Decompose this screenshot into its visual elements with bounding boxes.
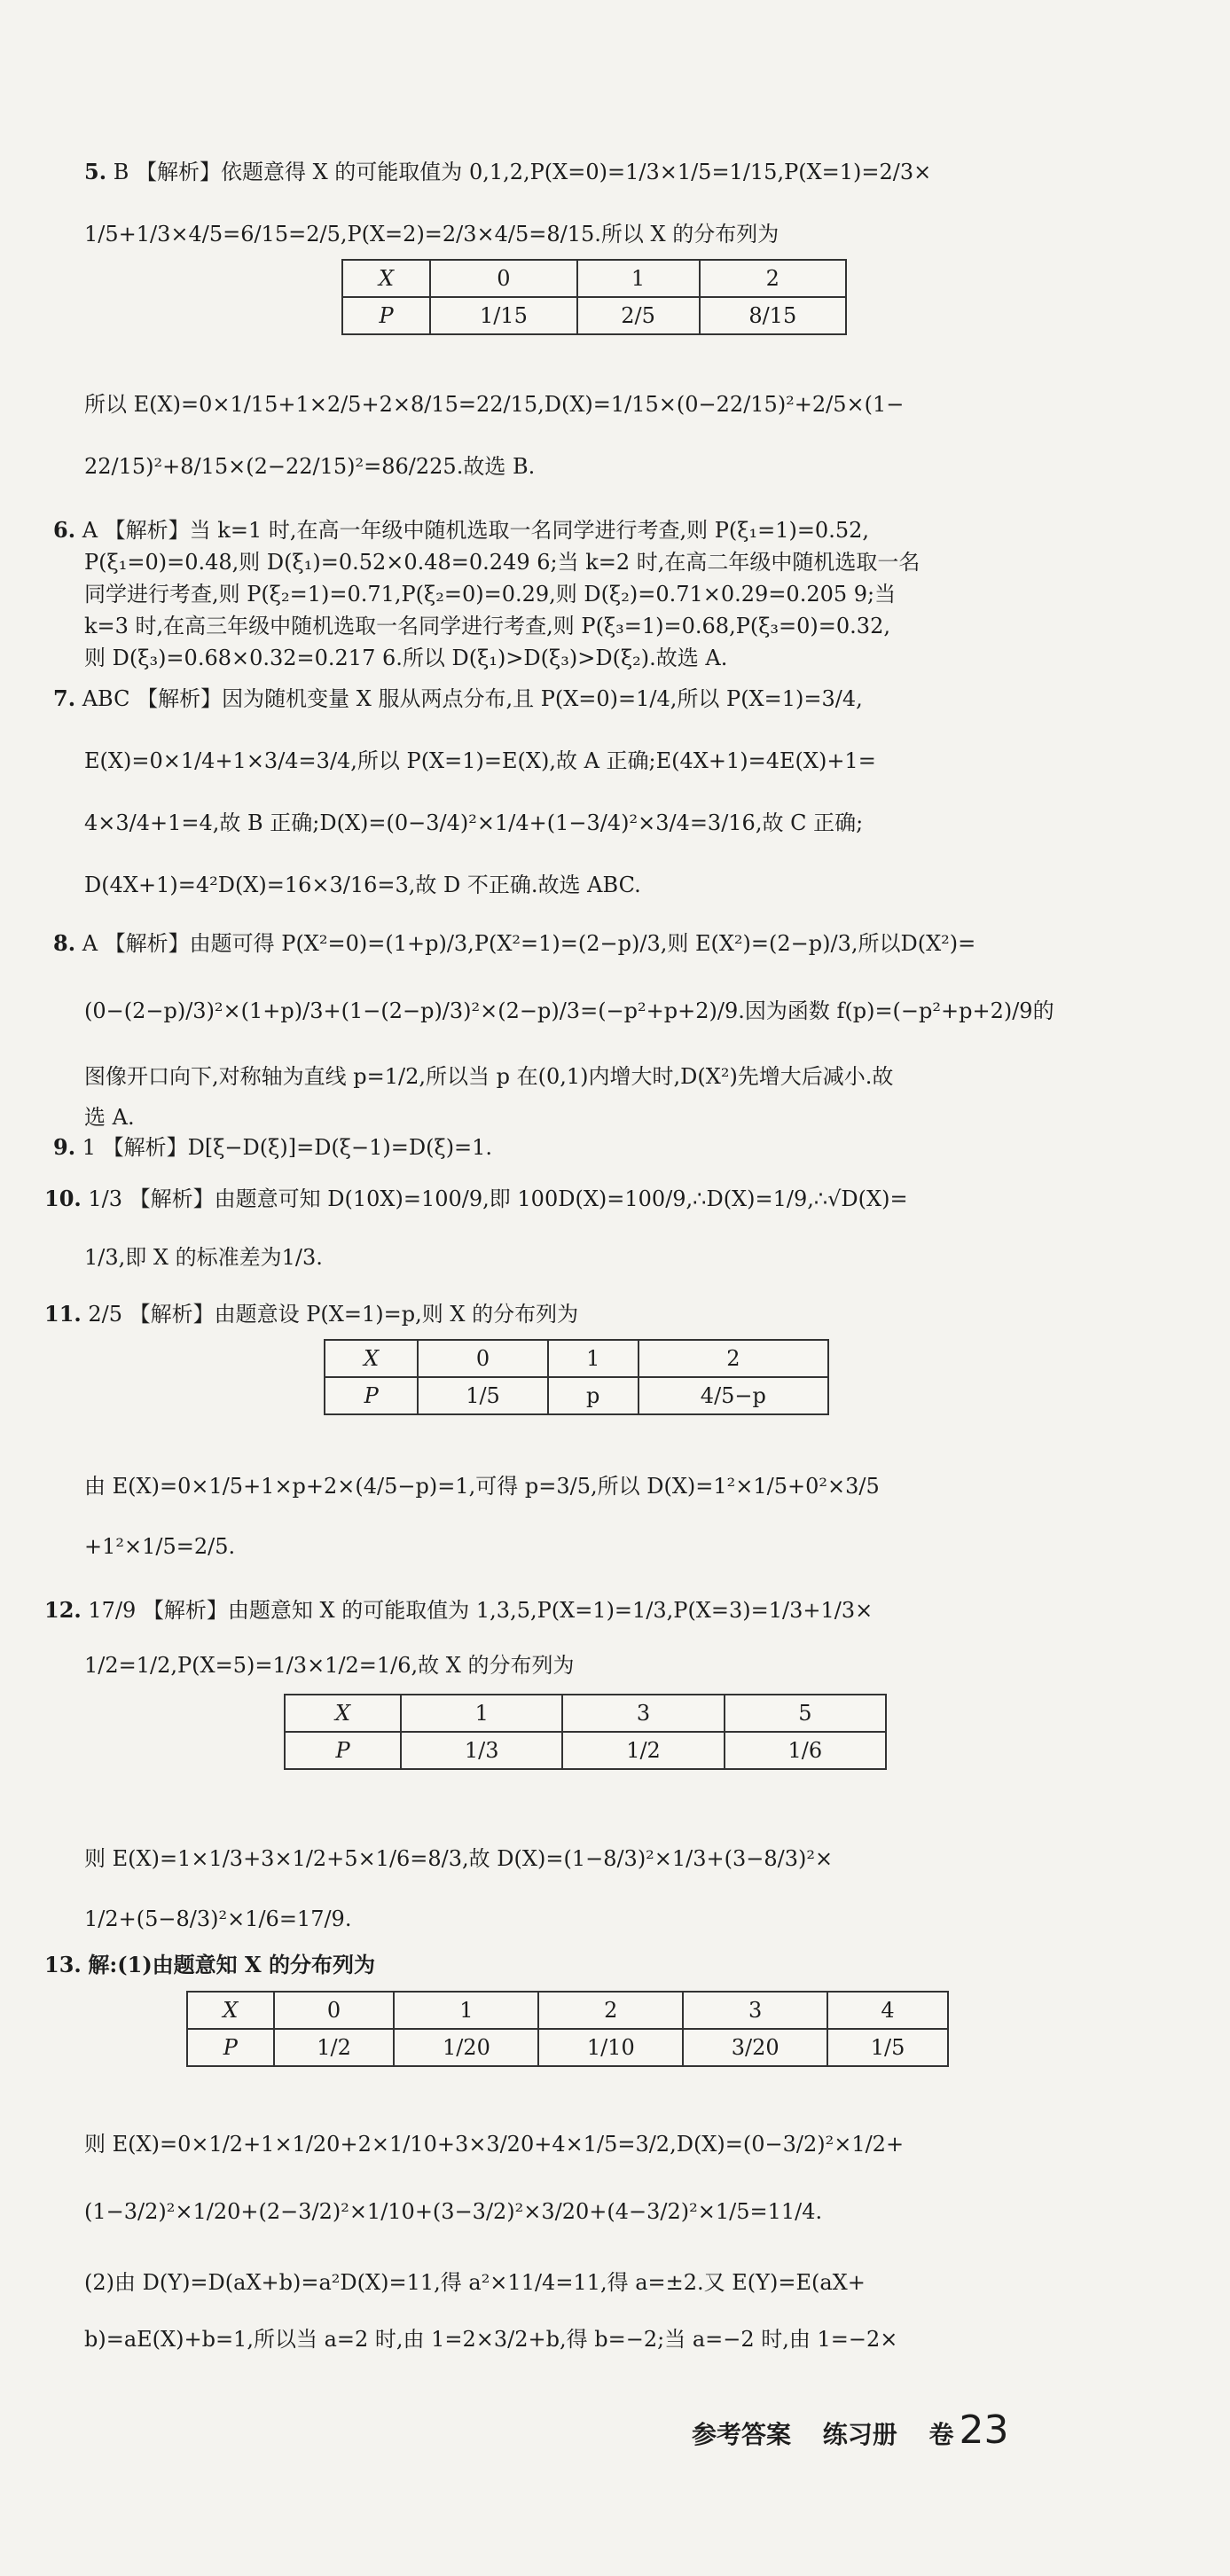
p12-line-1: 12. 17/9 【解析】由题意知 X 的可能取值为 1,3,5,P(X=1)=1/3,P(X=3)=1/3+1/3× [44,1597,874,1623]
p10-line-1: 10. 1/3 【解析】由题意可知 D(10X)=100/9,即 100D(X)=100/9,∴D(X)=1/9,∴√D(X)= [44,1186,908,1211]
p11-line-1: 11. 2/5 【解析】由题意设 P(X=1)=p,则 X 的分布列为 [44,1301,579,1327]
p13-line-3: (1−3/2)²×1/20+(2−3/2)²×1/10+(3−3/2)²×3/20+(4−3/2)²×1/5=11/4. [84,2199,823,2224]
page-footer [692,2408,1032,2453]
p5-line-3: 所以 E(X)=0×1/15+1×2/5+2×8/15=22/15,D(X)=1/15×(0−22/15)²+2/5×(1− [84,392,905,417]
p12-line-3: 则 E(X)=1×1/3+3×1/2+5×1/6=8/3,故 D(X)=(1−8/3)²×1/3+(3−8/3)²× [84,1846,834,1871]
p11-distribution-table: X 0 1 2 P 1/5 p 4/5−p [324,1339,829,1415]
p13-line-2: 则 E(X)=0×1/2+1×1/20+2×1/10+3×3/20+4×1/5=3/2,D(X)=(0−3/2)²×1/2+ [84,2132,905,2157]
p9-line-1: 9. 1 【解析】D[ξ−D(ξ)]=D(ξ−1)=D(ξ)=1. [53,1134,493,1160]
p7-line-4: D(4X+1)=4²D(X)=16×3/16=3,故 D 不正确.故选 ABC. [84,873,641,897]
p6-line-5: 则 D(ξ₃)=0.68×0.32=0.217 6.所以 D(ξ₁)>D(ξ₃)>D(ξ₂).故选 A. [84,646,728,670]
p7-line-3: 4×3/4+1=4,故 B 正确;D(X)=(0−3/4)²×1/4+(1−3/4)²×3/4=3/16,故 C 正确; [84,810,864,835]
p13-line-5: b)=aE(X)+b=1,所以当 a=2 时,由 1=2×3/2+b,得 b=−2;当 a=−2 时,由 1=−2× [84,2327,898,2352]
p13-distribution-table: X 0 1 2 3 4 P 1/2 1/20 1/10 3/20 1/5 [186,1991,949,2067]
footer-answer-label: 参考答案 [692,2420,792,2449]
p11-line-3: +1²×1/5=2/5. [84,1534,236,1559]
p6-line-2: P(ξ₁=0)=0.48,则 D(ξ₁)=0.52×0.48=0.249 6;当 k=2 时,在高二年级中随机选取一名 [84,550,921,575]
p6-line-3: 同学进行考查,则 P(ξ₂=1)=0.71,P(ξ₂=0)=0.29,则 D(ξ₂)=0.71×0.29=0.205 9;当 [84,582,897,607]
p5-line-1: 5. B 【解析】依题意得 X 的可能取值为 0,1,2,P(X=0)=1/3×1/5=1/15,P(X=1)=2/3× [84,159,932,184]
p7-line-2: E(X)=0×1/4+1×3/4=3/4,所以 P(X=1)=E(X),故 A 正确;E(4X+1)=4E(X)+1= [84,748,876,773]
p8-line-1: 8. A 【解析】由题可得 P(X²=0)=(1+p)/3,P(X²=1)=(2−p)/3,则 E(X²)=(2−p)/3,所以D(X²)= [53,930,976,956]
p12-line-2: 1/2=1/2,P(X=5)=1/3×1/2=1/6,故 X 的分布列为 [84,1653,575,1678]
p6-line-4: k=3 时,在高三年级中随机选取一名同学进行考查,则 P(ξ₃=1)=0.68,P(ξ₃=0)=0.32, [84,614,890,638]
p11-line-2: 由 E(X)=0×1/5+1×p+2×(4/5−p)=1,可得 p=3/5,所以 D(X)=1²×1/5+0²×3/5 [84,1474,880,1499]
p8-line-3: 图像开口向下,对称轴为直线 p=1/2,所以当 p 在(0,1)内增大时,D(X²)先增大后减小.故 [84,1064,894,1089]
p5-distribution-table: X 0 1 2 P 1/15 2/5 8/15 [341,259,847,335]
p5-line-2: 1/5+1/3×4/5=6/15=2/5,P(X=2)=2/3×4/5=8/15.所以 X 的分布列为 [84,222,780,247]
p8-line-2: (0−(2−p)/3)²×(1+p)/3+(1−(2−p)/3)²×(2−p)/3=(−p²+p+2)/9.因为函数 f(p)=(−p²+p+2)/9的 [84,998,1054,1023]
p13-line-1: 13. 解:(1)由题意知 X 的分布列为 [44,1952,376,1977]
p13-line-4: (2)由 D(Y)=D(aX+b)=a²D(X)=11,得 a²×11/4=11,得 a=±2.又 E(Y)=E(aX+ [84,2270,866,2295]
p7-line-1: 7. ABC 【解析】因为随机变量 X 服从两点分布,且 P(X=0)=1/4,所以 P(X=1)=3/4, [53,685,863,711]
p12-distribution-table: X 1 3 5 P 1/3 1/2 1/6 [284,1694,887,1770]
p8-line-4: 选 A. [84,1105,135,1130]
footer-book-label: 练习册 [822,2420,897,2449]
p10-line-2: 1/3,即 X 的标准差为1/3. [84,1245,323,1270]
p5-line-4: 22/15)²+8/15×(2−22/15)²=86/225.故选 B. [84,454,536,479]
footer-juan-label: 卷 [928,2420,954,2449]
p12-line-4: 1/2+(5−8/3)²×1/6=17/9. [84,1907,352,1931]
p6-line-1: 6. A 【解析】当 k=1 时,在高一年级中随机选取一名同学进行考查,则 P(ξ₁=1)=0.52, [53,517,869,543]
page-number: 23 [959,2408,1009,2453]
